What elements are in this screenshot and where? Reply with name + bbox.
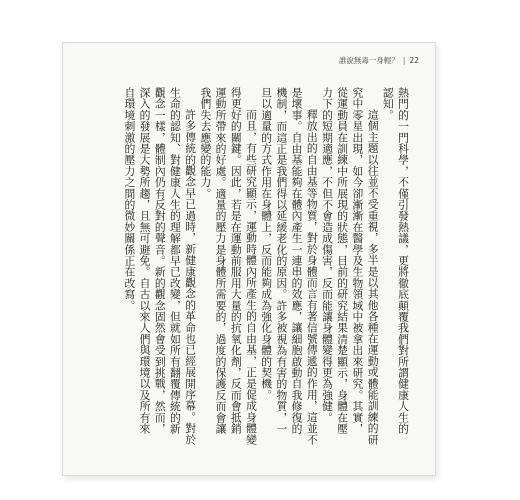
paragraph-1: 熱門的一門科學，不僅引發熱議，更將徹底顛覆我們對所謂健康人生的認知。 — [381, 87, 410, 435]
page-number: 22 — [409, 56, 419, 65]
header-separator: | — [402, 56, 406, 65]
paragraph-3: 釋放出的自由基等物質，對於身體而言有著信號傳遞的作用，這並不是壞事。自由基能夠在體內產生一連串的效應，讓細胞啟動自我修復的機制，而這正是我們得以延緩老化的原因。許多被視為有害的物質，一旦以適量的方式作用在身體上，反而能夠成為強化身體的契機。 — [260, 87, 319, 445]
vertical-text-block — [122, 87, 411, 445]
paragraph-2: 這個主題以往並不受重視，多半是以其他各種在運動或體能訓練的研究中零星出現，如今卻漸漸在醫學及生物領域中被拿出來研究。其實，從運動員在訓練中所展現的狀態，目前的研究結果清楚顯示，身體在壓力下的短期適應，不但不會造成傷害，反而能讓身體變得更為強健。 — [320, 87, 380, 445]
running-title: 誰說無毒一身輕？ — [338, 56, 399, 65]
book-page — [62, 42, 436, 476]
paragraph-5: 許多傳統的觀念早已過時，新健康觀念的革命也已經展開序幕。對於生命的認知、對健康人生的理解都早已改變，但就如所有翻覆傳統的新觀念一樣，體制內仍有反對的聲音。新的觀念固然會受到挑戰，然而，深入的發展是大勢所趨，且無可避免。自古以來人們與環境以及所有來自環境刺激的壓力之間的微妙關係正在改寫。 — [123, 87, 198, 445]
running-header — [339, 55, 419, 66]
paragraph-4: 而且，有些研究顯示，運動時體內所產生的自由基，正是促成身體變得更好的關鍵。因此，若是在運動前服用大量的抗氧化劑，反而會抵銷運動所帶來的好處。適量的壓力是身體所需要的，過度的保護反而會讓我們失去應變的能力。 — [199, 87, 258, 445]
body-text — [85, 87, 411, 445]
